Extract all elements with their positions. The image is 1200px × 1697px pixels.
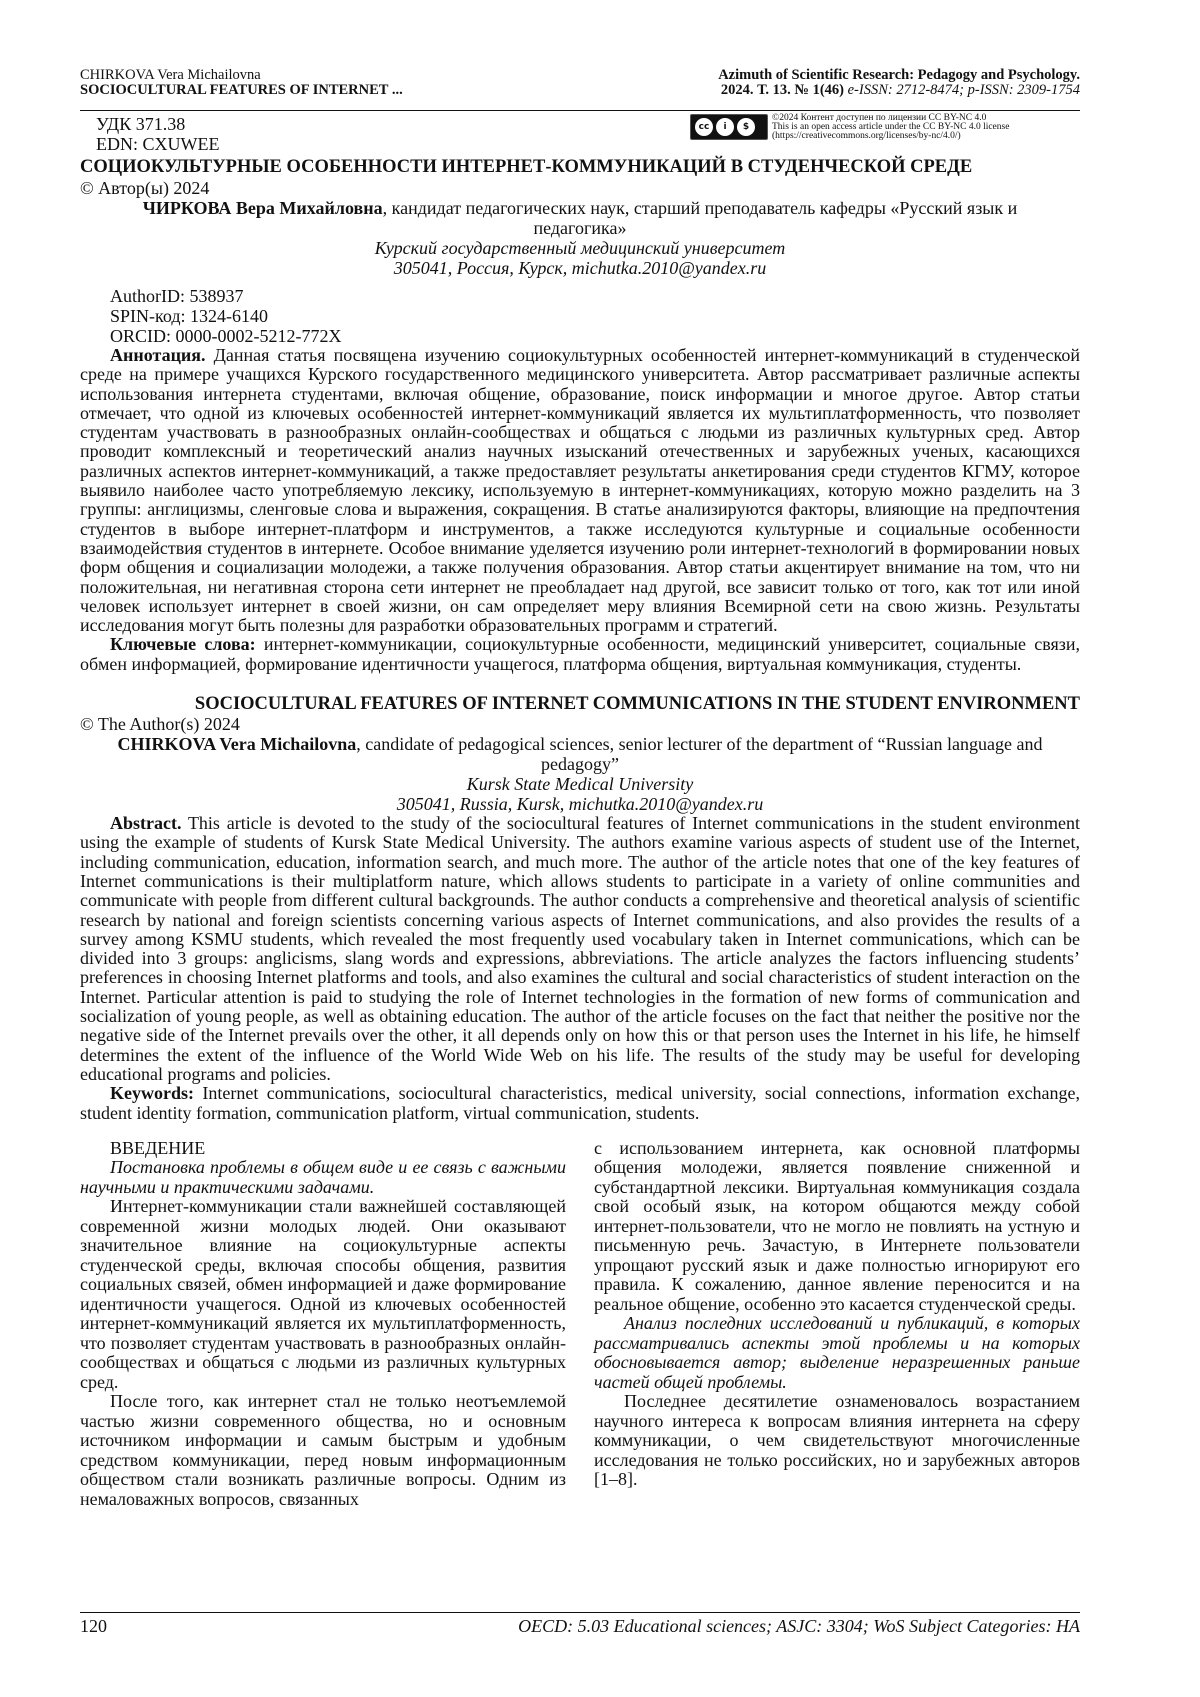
keywords-label-en: Keywords: — [110, 1083, 194, 1104]
header-journal-block — [718, 68, 1080, 98]
running-header — [80, 68, 1080, 104]
title-en: SOCIOCULTURAL FEATURES OF INTERNET COMMUNICATIONS IN THE STUDENT ENVIRONMENT — [194, 694, 1080, 715]
body-paragraph-2: После того, как интернет стал не только неотъемлемой частью жизни современного общества, но и основным источником информации и самым быстрым и удобным средством коммуникации, перед новым информационным обществом стали возникать различные вопросы. Одним из немаловажных вопросов, связанных — [80, 1391, 566, 1509]
abstract-label-ru: Аннотация. — [110, 345, 206, 365]
header-short-title: SOCIOCULTURAL FEATURES OF INTERNET ... — [80, 82, 403, 98]
author-desc-en: , candidate of pedagogical sciences, senior lecturer of the department of “Russian language and pedagogy” — [356, 734, 1043, 775]
header-journal-title: Azimuth of Scientific Research: Pedagogy and Psychology. — [718, 67, 1080, 83]
license-line-ru: ©2024 Контент доступен по лицензии CC BY-NC 4.0 — [772, 113, 987, 123]
spin-code: SPIN-код: 1324-6140 — [110, 306, 268, 326]
author-en — [80, 734, 1080, 774]
abstract-label-en: Abstract. — [110, 813, 182, 834]
analysis-heading: Анализ последних исследований и публикаций, в которых рассматривались аспекты этой проблемы и на которых обосновывается автор; выделение неразрешенных раньше частей общей проблемы. — [594, 1313, 1080, 1392]
body-paragraph-1: Интернет-коммуникации стали важнейшей составляющей современной жизни молодых людей. Они оказывают значительное влияние на социокультурные аспекты студенческой среды, включая способы общения, развития социальных связей, обмен информацией и даже формирование идентичности учащегося. Одной из ключевых особенностей интернет-коммуникаций является их мультиплатформенность, что позволяет студентам участвовать в разнообразных онлайн-сообществах и общаться с людьми из различных культурных сред. — [80, 1196, 566, 1392]
header-rule — [80, 110, 1080, 111]
header-author-block — [80, 68, 403, 98]
address-ru: 305041, Россия, Курск, michutka.2010@yandex.ru — [393, 258, 767, 278]
header-issue — [718, 83, 1080, 98]
cc-icon: cc — [695, 118, 713, 136]
body-column-left — [80, 1139, 566, 1510]
copyright-ru: © Автор(ы) 2024 — [80, 178, 210, 198]
page-number: 120 — [80, 1616, 107, 1636]
keywords-ru — [80, 635, 1080, 674]
udk-code: УДК 371.38 — [96, 114, 186, 134]
article-page — [80, 68, 1080, 1509]
abstract-ru — [80, 346, 1080, 635]
footer-rule — [80, 1612, 1080, 1613]
author-ru — [80, 198, 1080, 238]
problem-heading: Постановка проблемы в общем виде и ее связь с важными научными и практическими задачами. — [80, 1157, 566, 1197]
cc-license-icon[interactable] — [690, 114, 768, 140]
by-icon: i — [716, 118, 734, 136]
abstract-en — [80, 814, 1080, 1084]
keywords-text-ru: интернет-коммуникации, социокультурные особенности, медицинский университет, социальные связи, обмен информацией, формирование идентичности учащегося, платформа общения, виртуальная коммуникация, студенты. — [80, 634, 1080, 674]
author-id: AuthorID: 538937 — [110, 286, 244, 306]
header-author: CHIRKOVA Vera Michailovna — [80, 67, 261, 83]
body-paragraph-4: Последнее десятилетие ознаменовалось возрастанием научного интереса к вопросам влияния интернета на сферу коммуникации, о чем свидетельствуют многочисленные исследования не только российских, но и зарубежных авторов [1–8]. — [594, 1391, 1080, 1490]
author-desc-ru: , кандидат педагогических наук, старший преподаватель кафедры «Русский язык и педагогика» — [382, 198, 1018, 238]
abstract-text-en: This article is devoted to the study of the sociocultural features of Internet communications in the student environment using the example of students of Kursk State Medical University. The authors examine various aspects of student use of the Internet, including communication, education, information search, and much more. The author of the article notes that one of the key features of Internet communications is their multiplatform nature, which allows students to participate in a variety of online communities and communicate with people from different cultural backgrounds. The author conducts a comprehensive and theoretical analysis of scientific research by national and foreign scientists concerning various aspects of Internet communications, and also provides the results of a survey among KSMU students, which revealed the most frequently used vocabulary taken in Internet communications, which can be divided into 3 groups: anglicisms, slang words and expressions, abbreviations. The article analyzes the factors influencing students’ preferences in choosing Internet platforms and tools, and also examines the cultural and social characteristics of student interaction on the Internet. Particular attention is paid to studying the role of Internet technologies in the formation of new forms of communication and socialization of young people, as well as obtaining education. The author of the article focuses on the fact that neither the positive nor the negative side of the Internet prevails over the other, it all depends only on how this or that person uses the Internet in his life, he himself determines the extent of the influence of the World Wide Web on his life. The results of the study may be useful for developing educational programs and policies. — [80, 813, 1080, 1084]
edn-code: EDN: CXUWEE — [96, 134, 220, 154]
keywords-text-en: Internet communications, sociocultural characteristics, medical university, social connections, information exchange, student identity formation, communication platform, virtual communication, students. — [80, 1083, 1080, 1123]
copyright-en: © The Author(s) 2024 — [80, 714, 240, 735]
subject-classification: OECD: 5.03 Educational sciences; ASJC: 3304; WoS Subject Categories: HA — [518, 1616, 1080, 1636]
author-name-ru: ЧИРКОВА Вера Михайловна — [142, 198, 383, 218]
license-line-en: This is an open access article under the CC BY-NC 4.0 license — [772, 122, 1010, 132]
address-en: 305041, Russia, Kursk, michutka.2010@yandex.ru — [396, 794, 764, 815]
header-issue-number: 2024. Т. 13. № 1(46) — [720, 82, 844, 98]
header-issn: e-ISSN: 2712-8474; p-ISSN: 2309-1754 — [844, 82, 1080, 98]
section-title: ВВЕДЕНИЕ — [110, 1137, 206, 1158]
article-meta — [80, 114, 1080, 154]
nc-icon: $ — [737, 118, 755, 136]
body-column-right — [594, 1139, 1080, 1510]
affiliation-ru: Курский государственный медицинский университет — [374, 238, 786, 258]
title-ru: СОЦИОКУЛЬТУРНЫЕ ОСОБЕННОСТИ ИНТЕРНЕТ-КОММУНИКАЦИЙ В СТУДЕНЧЕСКОЙ СРЕДЕ — [80, 157, 973, 177]
keywords-label-ru: Ключевые слова: — [110, 634, 256, 655]
keywords-en — [80, 1084, 1080, 1123]
body-columns — [80, 1139, 1080, 1510]
body-paragraph-3: с использованием интернета, как основной платформы общения молодежи, является появление сниженной и субстандартной лексики. Виртуальная коммуникация создала свой особый язык, на котором общаются между собой интернет-пользователи, что не могло не повлиять на устную и письменную речь. Зачастую, в Интернете пользователи упрощают русский язык и даже полностью игнорируют его правила. К сожалению, данное явление переносится и на реальное общение, особенно это касается студенческой среды. — [594, 1137, 1080, 1314]
license-text — [772, 114, 1072, 141]
license-block — [690, 114, 1072, 141]
license-url[interactable]: (https://creativecommons.org/licenses/by-nc/4.0/) — [772, 131, 961, 141]
author-ids — [80, 286, 1080, 346]
author-name-en: CHIRKOVA Vera Michailovna — [117, 734, 357, 755]
affiliation-en: Kursk State Medical University — [466, 774, 694, 795]
abstract-text-ru: Данная статья посвящена изучению социокультурных особенностей интернет-коммуникаций в студенческой среде на примере учащихся Курского государственного медицинского университета. Автор рассматривает различные аспекты использования интернета студентами, включая общение, образование, поиск информации и многое другое. Автор статьи отмечает, что одной из ключевых особенностей интернет-коммуникаций является их мультиплатформенность, что позволяет студентам участвовать в разнообразных онлайн-сообществах и общаться с людьми из различных культурных сред. Автор проводит комплексный и теоретический анализ научных изысканий отечественных и зарубежных ученых, касающихся различных аспектов интернет-коммуникаций, а также предоставляет результаты анкетирования среди студентов КГМУ, которое выявило наиболее часто употребляемую лексику, используемую в интернет-коммуникациях, которую можно разделить на 3 группы: англицизмы, сленговые слова и выражения, сокращения. В статье анализируются факторы, влияющие на предпочтения студентов в выборе интернет-платформ и инструментов, а также исследуются культурные и социальные особенности взаимодействия студентов в интернете. Особое внимание уделяется изучению роли интернет-технологий в формировании новых форм общения и социализации молодежи, а также получения образования. Автор статьи акцентирует внимание на том, что ни положительная, ни негативная сторона сети интернет не преобладает над другой, все зависит только от того, как тот или иной человек использует интернет в своей жизни, он сам определяет меру влияния Всемирной сети на свою жизнь. Результаты исследования могут быть полезны для разработки образовательных программ и стратегий. — [80, 345, 1080, 636]
orcid: ORCID: 0000-0002-5212-772X — [110, 326, 342, 346]
